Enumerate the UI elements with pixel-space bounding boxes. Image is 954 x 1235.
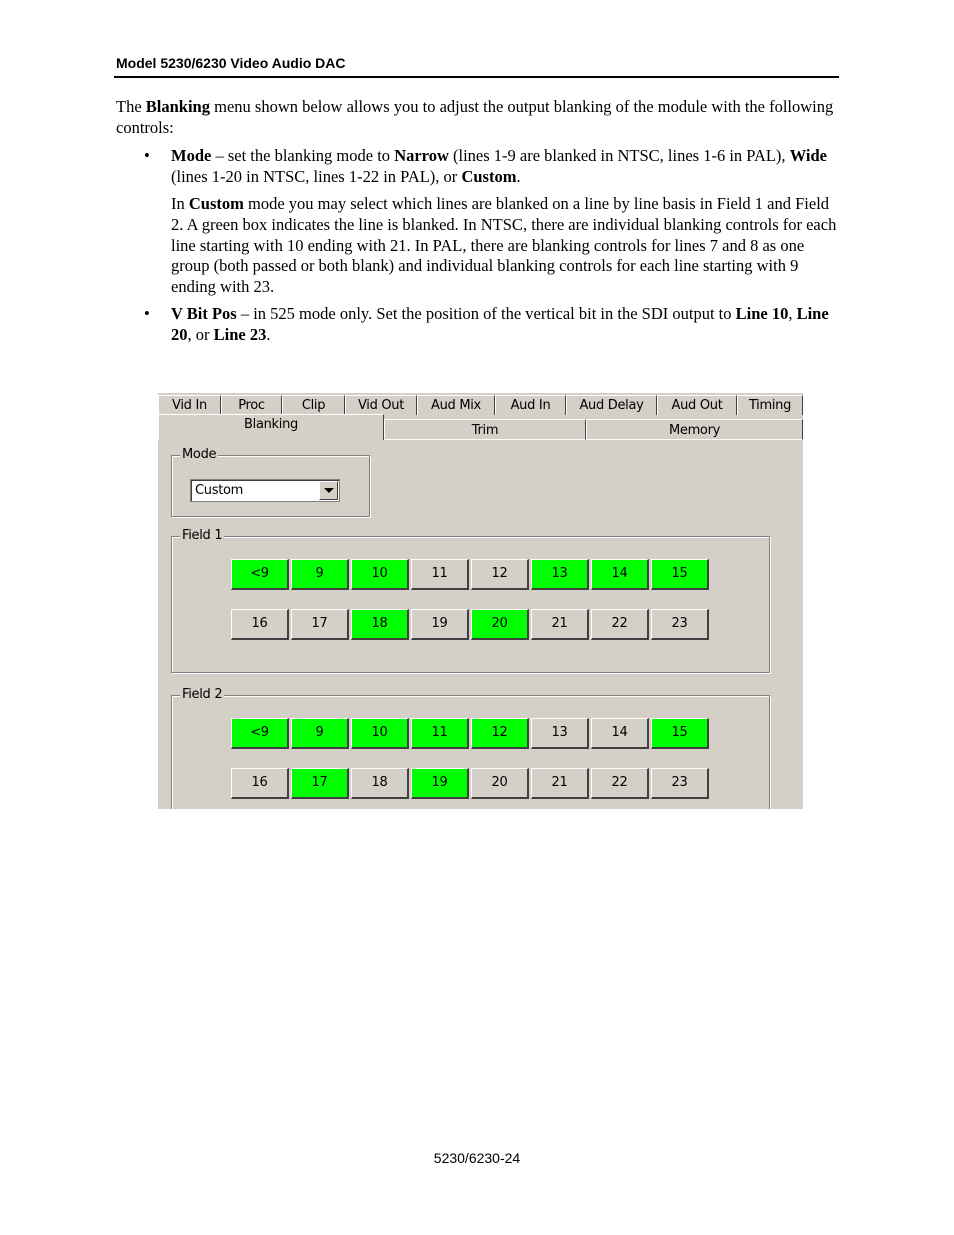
intro-paragraph: [116, 97, 840, 138]
field2-group-label: Field 2: [182, 687, 223, 702]
mode-groupbox: [171, 447, 370, 517]
tab-clip[interactable]: Clip: [282, 395, 345, 415]
field1-line-button[interactable]: 11: [411, 559, 469, 590]
vbit-line23: Line 23: [213, 324, 267, 344]
field1-line-button[interactable]: 10: [351, 559, 409, 590]
mode-group-label: Mode: [182, 447, 217, 462]
field1-line-button[interactable]: 14: [591, 559, 649, 590]
tab-row-bottom: [158, 417, 803, 440]
field2-line-button[interactable]: 21: [531, 768, 589, 799]
tab-aud-in[interactable]: Aud In: [495, 395, 566, 415]
field1-line-button[interactable]: 22: [591, 609, 649, 640]
field1-line-button[interactable]: 12: [471, 559, 529, 590]
running-header: Model 5230/6230 Video Audio DAC: [116, 55, 346, 71]
field1-line-button[interactable]: 23: [651, 609, 709, 640]
blanking-menu-screenshot: [158, 393, 803, 809]
vbit-line20: Line 20: [171, 304, 829, 344]
mode-narrow: Narrow: [394, 146, 449, 166]
vbit-term: V Bit Pos: [171, 304, 237, 324]
chevron-down-icon[interactable]: [319, 481, 338, 500]
field2-line-button[interactable]: 12: [471, 718, 529, 749]
field2-groupbox: [171, 687, 770, 809]
custom-text-pre: In: [171, 194, 189, 214]
intro-bold-blanking: Blanking: [145, 97, 210, 116]
field1-line-button[interactable]: 17: [291, 609, 349, 640]
field2-line-button[interactable]: 10: [351, 718, 409, 749]
mode-paragraph: [171, 146, 840, 187]
custom-paragraph: [171, 194, 840, 297]
mode-text-1: – set the blanking mode to: [211, 146, 395, 166]
tab-aud-out[interactable]: Aud Out: [657, 395, 737, 415]
mode-term: Mode: [171, 146, 212, 166]
field1-group-label: Field 1: [182, 528, 223, 543]
list-item-vbit: [116, 304, 840, 345]
mode-wide: Wide: [789, 146, 827, 166]
field2-line-button[interactable]: 16: [231, 768, 289, 799]
field1-line-button[interactable]: 16: [231, 609, 289, 640]
field1-line-button[interactable]: 19: [411, 609, 469, 640]
tab-blanking[interactable]: Blanking: [158, 414, 384, 440]
field1-line-button[interactable]: 9: [291, 559, 349, 590]
field2-line-button[interactable]: 14: [591, 718, 649, 749]
header-rule: [114, 76, 839, 78]
field2-line-button[interactable]: 9: [291, 718, 349, 749]
mode-select[interactable]: [190, 479, 340, 502]
field1-line-button[interactable]: 15: [651, 559, 709, 590]
tab-proc[interactable]: Proc: [221, 395, 282, 415]
field2-line-button[interactable]: 15: [651, 718, 709, 749]
field2-line-button[interactable]: <9: [231, 718, 289, 749]
field1-line-button[interactable]: 21: [531, 609, 589, 640]
list-item-mode: [116, 146, 840, 297]
field2-line-button[interactable]: 20: [471, 768, 529, 799]
field2-line-button[interactable]: 18: [351, 768, 409, 799]
mode-text-3: (lines 1-20 in NTSC, lines 1-22 in PAL), or: [171, 166, 462, 186]
vbit-paragraph: [171, 304, 840, 345]
intro-text: The: [116, 97, 146, 116]
field1-line-button[interactable]: 20: [471, 609, 529, 640]
tab-aud-delay[interactable]: Aud Delay: [566, 395, 657, 415]
mode-text-2: (lines 1-9 are blanked in NTSC, lines 1-6 in PAL),: [448, 146, 790, 166]
vbit-line10: Line 10: [735, 304, 789, 324]
mode-select-value: Custom: [195, 483, 244, 498]
field1-groupbox: [171, 528, 770, 673]
field2-line-button[interactable]: 19: [411, 768, 469, 799]
tab-trim[interactable]: Trim: [384, 419, 586, 440]
field1-line-button[interactable]: <9: [231, 559, 289, 590]
tab-vid-in[interactable]: Vid In: [158, 395, 221, 415]
control-list: [116, 146, 840, 345]
bullet-icon: •: [144, 146, 150, 166]
vbit-end: .: [266, 324, 271, 344]
custom-text-post: mode you may select which lines are blanked on a line by line basis in Field 1 and Field 2. A green box indicates the line is blanked. In NTSC, there are individual blanking controls for each line starting with 10 ending with 21. In PAL, there are blanking controls for lines 7 and 8 as one group (both passed or both blank) and individual blanking controls for each line starting with 9 ending with 23.: [171, 194, 837, 296]
page-footer: 5230/6230-24: [433, 1150, 521, 1166]
field2-line-button[interactable]: 23: [651, 768, 709, 799]
mode-text-4: .: [516, 166, 521, 186]
vbit-text: – in 525 mode only. Set the position of the vertical bit in the SDI output to: [236, 304, 736, 324]
field2-line-button[interactable]: 17: [291, 768, 349, 799]
vbit-sep2: , or: [187, 324, 214, 344]
tab-vid-out[interactable]: Vid Out: [345, 395, 417, 415]
tab-memory[interactable]: Memory: [586, 419, 803, 440]
mode-custom: Custom: [461, 166, 517, 186]
field1-line-button[interactable]: 13: [531, 559, 589, 590]
body-text: [116, 97, 840, 353]
bullet-icon: •: [144, 304, 150, 324]
intro-text-rest: menu shown below allows you to adjust the output blanking of the module with the following controls:: [116, 97, 834, 137]
tab-aud-mix[interactable]: Aud Mix: [417, 395, 495, 415]
field2-line-button[interactable]: 22: [591, 768, 649, 799]
field2-line-button[interactable]: 11: [411, 718, 469, 749]
field2-line-button[interactable]: 13: [531, 718, 589, 749]
field1-line-button[interactable]: 18: [351, 609, 409, 640]
tab-timing[interactable]: Timing: [737, 395, 803, 415]
vbit-sep1: ,: [788, 304, 797, 324]
custom-bold: Custom: [188, 194, 244, 214]
